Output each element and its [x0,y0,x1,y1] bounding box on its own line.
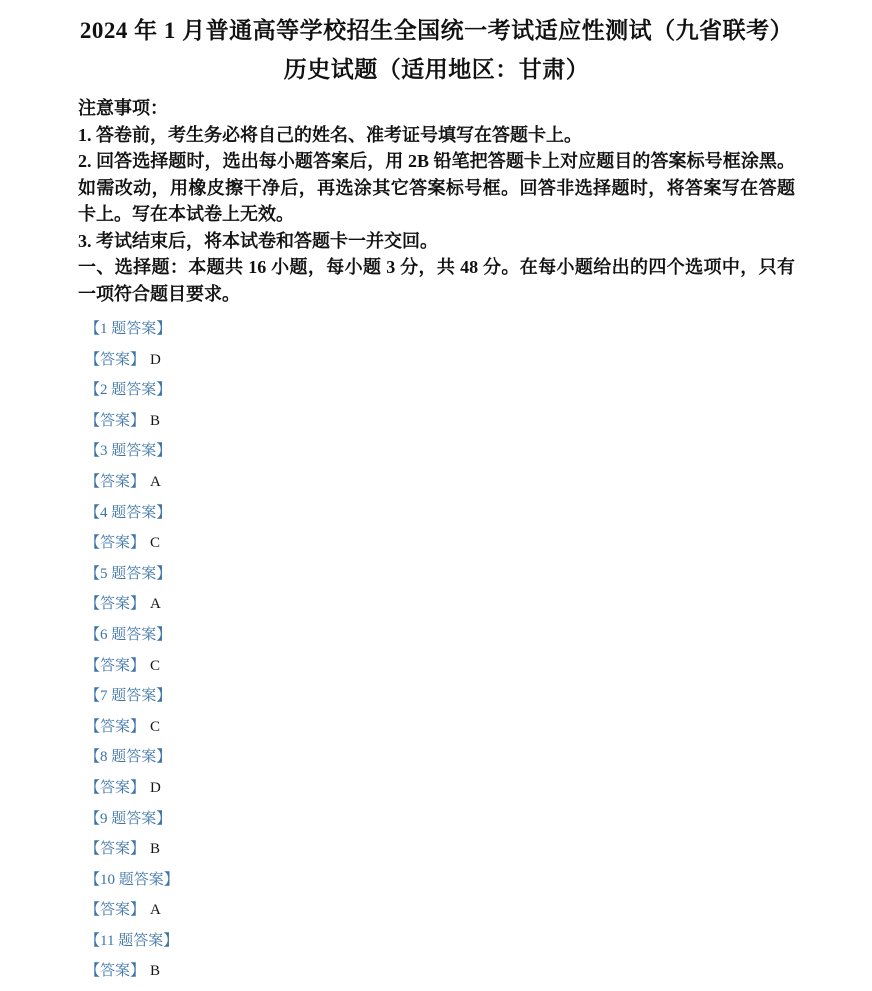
answer-line [85,834,795,865]
answer-label: 【答案】 [85,902,146,919]
answer-letter: A [150,596,161,613]
question-answer-heading-label: 【8 题答案】 [85,749,172,766]
question-answer-heading [85,681,795,712]
notice-item-3: 3. 考试结束后，将本试卷和答题卡一并交回。 [78,230,438,251]
answer-item [78,865,795,926]
answer-letter: B [150,412,161,429]
exam-title-line2: 历史试题（适用地区：甘肃） [283,57,590,82]
question-answer-heading [85,314,795,345]
answer-label: 【答案】 [85,841,146,858]
question-answer-heading [85,742,795,773]
question-answer-heading-label: 【11 题答案】 [85,932,179,949]
answer-letter: D [150,351,161,368]
answer-item [78,498,795,559]
answer-item [78,620,795,681]
answer-line [85,651,795,682]
question-answer-heading-label: 【5 题答案】 [85,565,172,582]
question-answer-heading-label: 【4 题答案】 [85,504,172,521]
answer-label: 【答案】 [85,596,146,613]
answer-line [85,528,795,559]
answer-item [78,559,795,620]
answer-line [85,467,795,498]
answer-label: 【答案】 [85,657,146,674]
answer-letter: C [150,718,161,735]
answer-line [85,956,795,987]
question-answer-heading [85,620,795,651]
answer-item [78,742,795,803]
question-answer-heading [85,559,795,590]
notice-section [78,95,795,254]
answer-letter: D [150,779,161,796]
question-answer-heading [85,926,795,957]
answer-line [85,406,795,437]
notice-heading: 注意事项： [78,98,168,118]
answer-letter: C [150,535,161,552]
question-answer-heading [85,804,795,835]
answer-item [78,804,795,865]
answer-line [85,895,795,926]
question-answer-heading-label: 【3 题答案】 [85,443,172,460]
answer-item [78,314,795,375]
answer-item [78,926,795,987]
answer-letter: C [150,657,161,674]
answer-line [85,589,795,620]
answer-line [85,345,795,376]
question-answer-heading [85,498,795,529]
answer-letter: B [150,841,161,858]
question-answer-heading [85,865,795,896]
answer-letter: A [150,473,161,490]
answer-label: 【答案】 [85,963,146,980]
answer-line [85,712,795,743]
answer-label: 【答案】 [85,535,146,552]
question-answer-heading-label: 【1 题答案】 [85,321,172,337]
notice-item-1: 1. 答卷前，考生务必将自己的姓名、准考证号填写在答题卡上。 [78,124,582,145]
question-answer-heading [85,375,795,406]
question-answer-heading-label: 【6 题答案】 [85,626,172,643]
exam-title-line1: 2024 年 1 月普通高等学校招生全国统一考试适应性测试（九省联考） [79,18,794,43]
answer-letter: A [150,902,161,919]
question-answer-heading-label: 【7 题答案】 [85,688,172,705]
question-answer-heading-label: 【10 题答案】 [85,871,179,888]
answer-item [78,436,795,497]
section-intro-choice-questions: 一、选择题：本题共 16 小题，每小题 3 分，共 48 分。在每小题给出的四个选项中，只有一项符合题目要求。 [78,257,795,304]
answer-label: 【答案】 [85,718,146,735]
question-answer-heading-label: 【2 题答案】 [85,382,172,399]
answer-label: 【答案】 [85,351,146,368]
answer-label: 【答案】 [85,779,146,796]
answer-line [85,773,795,804]
answer-item [78,375,795,436]
answer-label: 【答案】 [85,473,146,490]
answer-item [78,681,795,742]
question-answer-heading-label: 【9 题答案】 [85,810,172,827]
notice-item-2: 2. 回答选择题时，选出每小题答案后，用 2B 铅笔把答题卡上对应题目的答案标号框涂黑。如需改动，用橡皮擦干净后，再选涂其它答案标号框。回答非选择题时，将答案写在答题卡上。写在本试卷上无效。 [78,151,795,224]
answer-label: 【答案】 [85,412,146,429]
answer-letter: B [150,963,161,980]
question-answer-heading [85,436,795,467]
answers-list [78,314,795,987]
